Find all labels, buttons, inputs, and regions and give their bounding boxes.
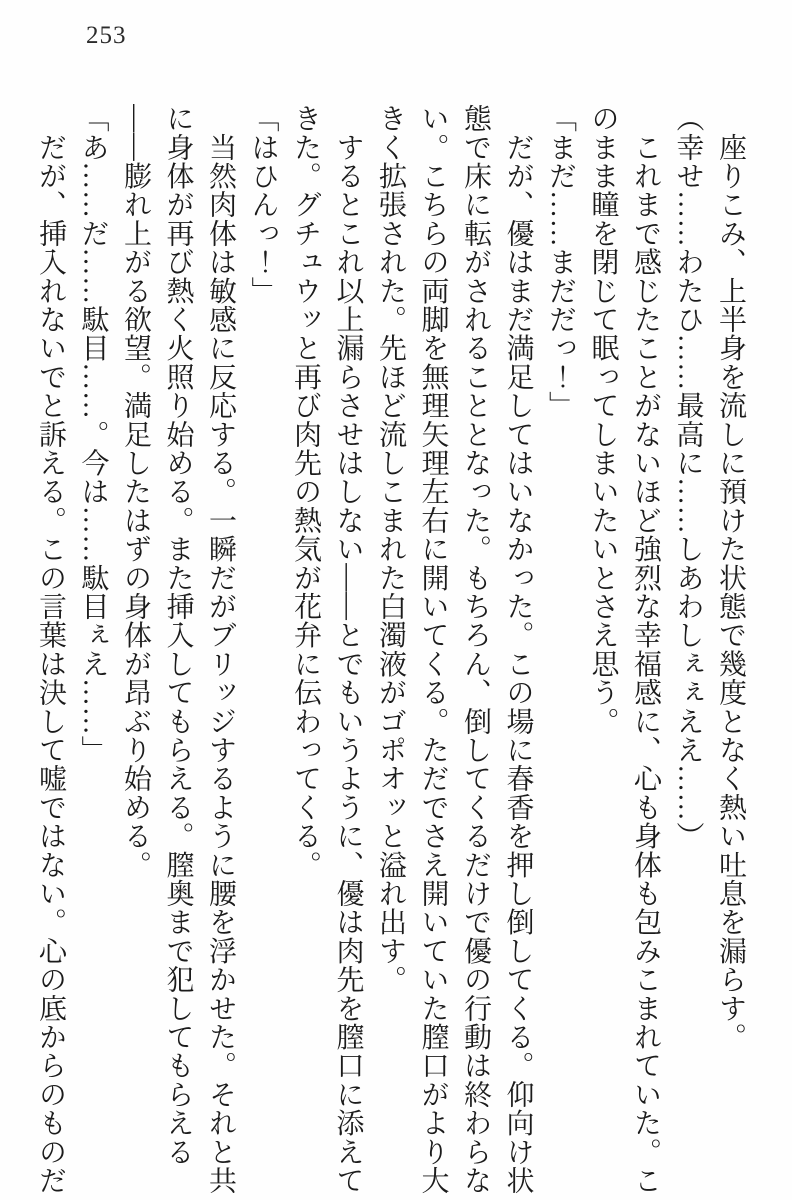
paragraph-dialogue: 「はひんっ！」: [247, 104, 279, 305]
paragraph: だが、挿入れないでと訴える。この言葉は決して嘘ではない。心の底からのものだ: [35, 104, 66, 1195]
paragraph-dialogue: 「まだ……まだだっ！」: [545, 104, 576, 420]
paragraph: 当然肉体は敏感に反応する。一瞬だがブリッジするように腰を浮かせた。それと共に身体が再び熱く火照り始める。また挿入してもらえる。膣奥まで犯してもらえる――膨れ上がる欲望。満足したはずの身体が昂ぶり始める。: [120, 104, 236, 1195]
paragraph: 座りこみ、上半身を流しに預けた状態で幾度となく熱い吐息を漏らす。: [715, 104, 746, 1052]
paragraph: だが、優はまだ満足してはいなかった。この場に春香を押し倒してくる。仰向け状態で床に転がされることとなった。もちろん、倒してくるだけで優の行動は終わらない。こちらの両脚を無理矢理左右に開いてくる。ただでさえ開いていた膣口がより大きく拡張された。先ほど流しこまれた白濁液がゴポオッと溢れ出す。: [375, 104, 534, 1195]
paragraph: これまで感じたことがないほど強烈な幸福感に、心も身体も包みこまれていた。このまま瞳を閉じて眠ってしまいたいとさえ思う。: [587, 104, 661, 1195]
body-text: [28, 104, 751, 1198]
paragraph: するとこれ以上漏らさせはしない――とでもいうように、優は肉先を膣口に添えてきた。グチュウッと再び肉先の熱気が花弁に伝わってくる。: [290, 104, 364, 1195]
paragraph-dialogue: 「あ……だ……駄目……。今は……駄目ぇえ……」: [77, 104, 109, 765]
page-number: 253: [86, 22, 127, 49]
paragraph-monologue: （幸せ……わたひ……最高に……しあわしぇぇええ……）: [672, 104, 704, 851]
